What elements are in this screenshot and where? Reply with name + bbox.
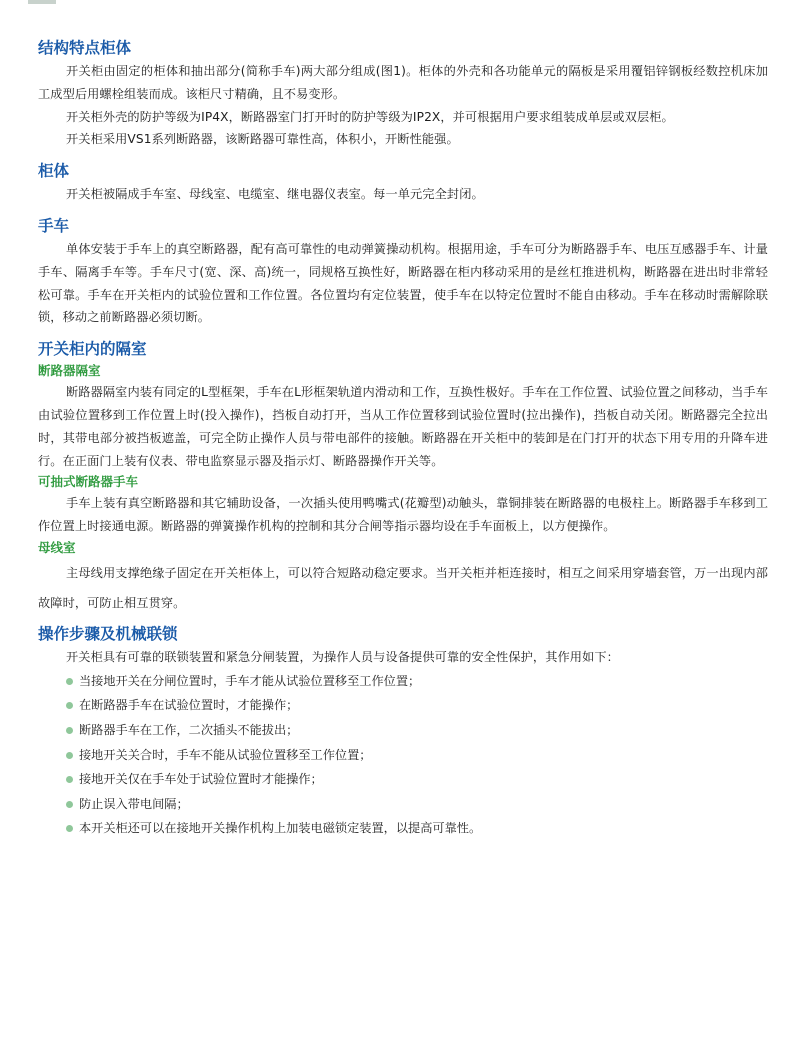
- paragraph: 单体安装于手车上的真空断路器，配有高可靠性的电动弹簧操动机构。根据用途，手车可分为断路器手车、电压互感器手车、计量手车、隔离手车等。手车尺寸(宽、深、高)统一，同规格互换性好，断路器在柜内移动采用的是丝杠推进机构，断路器在进出时非常轻松可靠。手车在开关柜内的试验位置和工作位置。各位置均有定位装置，使手车在以特定位置时不能自由移动。手车在移动时需解除联锁，移动之前断路器必须切断。: [38, 241, 768, 325]
- subheading-busbar-compartment: 母线室: [38, 539, 76, 555]
- paragraph: 主母线用支撑绝缘子固定在开关柜体上，可以符合短路动稳定要求。当开关柜并柜连接时，相互之间采用穿墙套管，万一出现内部故障时，可防止相互贯穿。: [38, 565, 768, 610]
- bullet-dot-icon: [66, 825, 73, 832]
- corner-mark: [28, 0, 56, 4]
- bullet-dot-icon: [66, 752, 73, 759]
- paragraph: 开关柜被隔成手车室、母线室、电缆室、继电器仪表室。每一单元完全封闭。: [66, 187, 484, 202]
- section-heading-cabinet: 柜体: [38, 162, 70, 181]
- list-item: 本开关柜还可以在接地开关操作机构上加装电磁锁定装置，以提高可靠性。: [66, 816, 768, 841]
- paragraph: 开关柜采用VS1系列断路器，该断路器可靠性高，体积小，开断性能强。: [66, 132, 459, 147]
- paragraph: 断路器隔室内装有同定的L型框架，手车在L形框架轨道内滑动和工作，互换性极好。手车在工作位置、试验位置之间移动，当手车由试验位置移到工作位置上时(投入操作)，挡板自动打开，当从工作位置移到试验位置时(拉出操作)，挡板自动关闭。断路器完全拉出时，其带电部分被挡板遮盖，可完全防止操作人员与带电部件的接触。断路器在开关柜中的装卸是在门打开的状态下用专用的升降车进行。在正面门上装有仪表、带电监察显示器及指示灯、断路器操作开关等。: [38, 385, 768, 468]
- list-item: 断路器手车在工作，二次插头不能拔出；: [66, 718, 768, 743]
- section-heading-handcart: 手车: [38, 216, 70, 235]
- interlock-list: [38, 669, 768, 841]
- subheading-withdrawable-breaker: 可抽式断路器手车: [38, 474, 139, 490]
- paragraph: 开关柜具有可靠的联锁装置和紧急分闸装置，为操作人员与设备提供可靠的安全性保护，其作用如下：: [66, 649, 619, 664]
- bullet-dot-icon: [66, 702, 73, 709]
- bullet-dot-icon: [66, 678, 73, 685]
- section-heading-interlock: 操作步骤及机械联锁: [38, 624, 178, 643]
- paragraph: 开关柜由固定的柜体和抽出部分(简称手车)两大部分组成(图1)。柜体的外壳和各功能单元的隔板是采用覆铝锌钢板经数控机床加工成型后用螺栓组装而成。该柜尺寸精确，且不易变形。: [38, 64, 768, 101]
- paragraph: 开关柜外壳的防护等级为IP4X，断路器室门打开时的防护等级为IP2X，并可根据用户要求组装成单层或双层柜。: [66, 109, 674, 124]
- section-heading-compartments: 开关柜内的隔室: [38, 340, 147, 359]
- bullet-dot-icon: [66, 727, 73, 734]
- list-item: 接地开关关合时，手车不能从试验位置移至工作位置；: [66, 743, 768, 768]
- list-item: 在断路器手车在试验位置时，才能操作；: [66, 693, 768, 718]
- document-page: [38, 36, 768, 841]
- bullet-dot-icon: [66, 801, 73, 808]
- section-heading-structure: 结构特点柜体: [38, 39, 132, 57]
- list-item: 接地开关仅在手车处于试验位置时才能操作；: [66, 767, 768, 792]
- bullet-dot-icon: [66, 776, 73, 783]
- subheading-breaker-compartment: 断路器隔室: [38, 363, 101, 379]
- list-item: 当接地开关在分闸位置时，手车才能从试验位置移至工作位置；: [66, 669, 768, 694]
- list-item: 防止误入带电间隔；: [66, 792, 768, 817]
- paragraph: 手车上装有真空断路器和其它辅助设备，一次插头使用鸭嘴式(花瓣型)动触头，靠铜排装在断路器的电极柱上。断路器手车移到工作位置上时接通电源。断路器的弹簧操作机构的控制和其分合闸等指示器均设在手车面板上，以方便操作。: [38, 496, 768, 534]
